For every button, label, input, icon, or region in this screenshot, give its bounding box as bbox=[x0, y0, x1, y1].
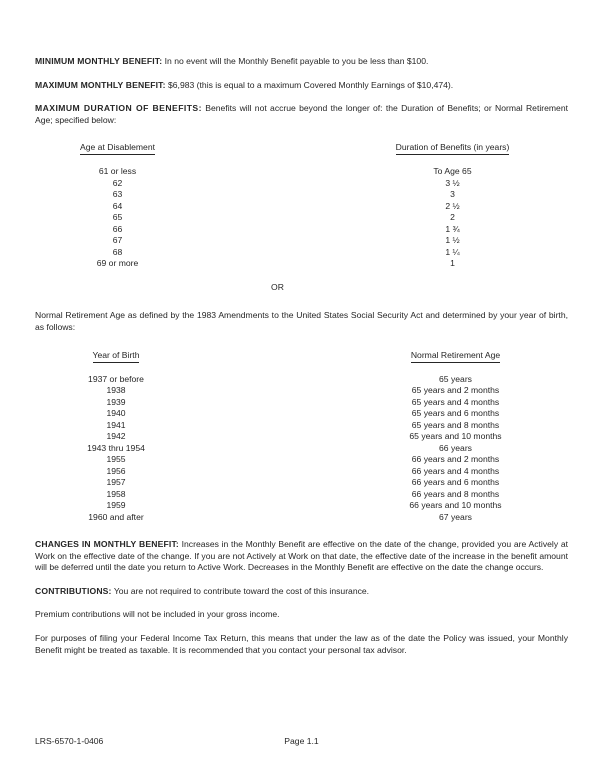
column-header-duration-of-benefits: Duration of Benefits (in years) bbox=[365, 142, 568, 166]
cell-year-of-birth: 1956 bbox=[106, 465, 126, 476]
cell-year-of-birth: 1937 or before bbox=[88, 373, 144, 384]
cell-year-of-birth: 1943 thru 1954 bbox=[87, 442, 145, 453]
cell-retirement-age: 66 years and 4 months bbox=[411, 465, 500, 476]
table-row bbox=[35, 247, 568, 259]
cell-retirement-age: 66 years bbox=[439, 442, 472, 453]
cell-year-of-birth: 1941 bbox=[106, 419, 126, 430]
column-header-year-of-birth: Year of Birth bbox=[35, 350, 359, 374]
contributions-paragraph bbox=[35, 586, 568, 598]
premium-note-paragraph: Premium contributions will not be included in your gross income. bbox=[35, 609, 280, 620]
minimum-monthly-benefit-text: In no event will the Monthly Benefit payable to you be less than $100. bbox=[164, 56, 429, 66]
cell-age: 68 bbox=[112, 246, 123, 257]
table-row bbox=[35, 397, 568, 409]
table-row bbox=[35, 466, 568, 478]
cell-age: 69 or more bbox=[96, 258, 139, 269]
table-row bbox=[35, 454, 568, 466]
table-row bbox=[35, 489, 568, 501]
maximum-monthly-benefit-paragraph bbox=[35, 80, 568, 92]
contributions-text: You are not required to contribute toward the cost of this insurance. bbox=[113, 585, 370, 596]
table-row bbox=[35, 408, 568, 420]
cell-year-of-birth: 1955 bbox=[106, 454, 126, 465]
table-row bbox=[35, 431, 568, 443]
maximum-monthly-benefit-heading: MAXIMUM MONTHLY BENEFIT: bbox=[35, 79, 166, 90]
table-header-row bbox=[35, 350, 568, 374]
cell-retirement-age: 66 years and 6 months bbox=[411, 477, 500, 488]
table-row bbox=[35, 385, 568, 397]
cell-duration: 3 bbox=[450, 189, 455, 200]
document-body bbox=[35, 0, 568, 656]
normal-retirement-age-table bbox=[35, 350, 568, 524]
cell-retirement-age: 65 years and 6 months bbox=[411, 408, 500, 419]
cell-year-of-birth: 1938 bbox=[106, 385, 126, 396]
cell-retirement-age: 65 years and 8 months bbox=[411, 419, 500, 430]
table-row bbox=[35, 212, 568, 224]
table-row bbox=[35, 178, 568, 190]
maximum-duration-heading: MAXIMUM DURATION OF BENEFITS: bbox=[35, 103, 202, 114]
cell-year-of-birth: 1959 bbox=[106, 500, 126, 511]
cell-retirement-age: 66 years and 10 months bbox=[409, 500, 502, 511]
normal-retirement-age-intro-paragraph: Normal Retirement Age as defined by the 1983 Amendments to the United States Social Security Act and determined by your year of birth, as follows: bbox=[35, 310, 568, 332]
duration-of-benefits-table bbox=[35, 142, 568, 270]
page-number: Page 1.1 bbox=[284, 736, 319, 746]
cell-year-of-birth: 1960 and after bbox=[88, 511, 144, 522]
cell-year-of-birth: 1958 bbox=[106, 488, 126, 499]
maximum-duration-paragraph bbox=[35, 103, 568, 126]
table-row bbox=[35, 443, 568, 455]
maximum-duration-text: Benefits will not accrue beyond the longer of: the Duration of Benefits; or Normal Retirement Age; specified below: bbox=[35, 103, 568, 125]
minimum-monthly-benefit-paragraph bbox=[35, 56, 568, 68]
table-row bbox=[35, 166, 568, 178]
cell-duration: To Age 65 bbox=[433, 166, 472, 177]
table-row bbox=[35, 477, 568, 489]
cell-duration: 2 ½ bbox=[445, 200, 460, 211]
changes-in-monthly-benefit-text: Increases in the Monthly Benefit are effective on the date of the change, provided you are Actively at Work on the effective date of the change. If you are not Actively at Work on that date, the effective date of the increase in the benefit amount will be deferred until the date you return to Active Work. Decreases in the Monthly Benefit are effective on the date the change occurs. bbox=[35, 539, 568, 573]
cell-year-of-birth: 1957 bbox=[106, 477, 126, 488]
table-row bbox=[35, 420, 568, 432]
cell-duration: 1 ½ bbox=[445, 235, 460, 246]
cell-age: 67 bbox=[112, 235, 123, 246]
cell-retirement-age: 65 years and 2 months bbox=[411, 385, 500, 396]
cell-age: 64 bbox=[112, 200, 123, 211]
cell-retirement-age: 66 years and 2 months bbox=[411, 454, 500, 465]
table-header-row bbox=[35, 142, 568, 166]
cell-age: 66 bbox=[112, 223, 123, 234]
cell-year-of-birth: 1939 bbox=[106, 396, 126, 407]
table-row bbox=[35, 374, 568, 386]
table-row bbox=[35, 224, 568, 236]
maximum-monthly-benefit-text: $6,983 (this is equal to a maximum Covered Monthly Earnings of $10,474). bbox=[168, 79, 454, 90]
cell-duration: 2 bbox=[450, 212, 455, 223]
cell-retirement-age: 67 years bbox=[439, 511, 472, 522]
column-header-normal-retirement-age: Normal Retirement Age bbox=[359, 350, 568, 374]
cell-retirement-age: 65 years and 10 months bbox=[409, 431, 502, 442]
contributions-heading: CONTRIBUTIONS: bbox=[35, 585, 112, 596]
table-row bbox=[35, 235, 568, 247]
cell-age: 65 bbox=[112, 212, 123, 223]
minimum-monthly-benefit-heading: MINIMUM MONTHLY BENEFIT: bbox=[35, 56, 163, 66]
cell-duration: 1 ¼ bbox=[445, 246, 460, 257]
cell-duration: 1 bbox=[450, 258, 455, 269]
table-row bbox=[35, 500, 568, 512]
cell-retirement-age: 66 years and 8 months bbox=[411, 488, 500, 499]
form-number: LRS-6570-1-0406 bbox=[35, 736, 104, 746]
table-row bbox=[35, 189, 568, 201]
table-row bbox=[35, 512, 568, 524]
changes-in-monthly-benefit-heading: CHANGES IN MONTHLY BENEFIT: bbox=[35, 539, 179, 550]
cell-age: 61 or less bbox=[98, 166, 137, 177]
cell-year-of-birth: 1940 bbox=[106, 408, 126, 419]
cell-age: 62 bbox=[112, 177, 123, 188]
or-separator: OR bbox=[271, 281, 284, 292]
cell-retirement-age: 65 years bbox=[439, 373, 472, 384]
cell-year-of-birth: 1942 bbox=[106, 431, 126, 442]
table-row bbox=[35, 258, 568, 270]
cell-duration: 1 ¾ bbox=[445, 223, 460, 234]
cell-duration: 3 ½ bbox=[445, 177, 460, 188]
table-row bbox=[35, 201, 568, 213]
cell-age: 63 bbox=[112, 189, 123, 200]
tax-note-paragraph: For purposes of filing your Federal Income Tax Return, this means that under the law as of the date the Policy was issued, your Monthly Benefit might be treated as taxable. It is recommended that you contact your personal tax advisor. bbox=[35, 633, 568, 655]
cell-retirement-age: 65 years and 4 months bbox=[411, 396, 500, 407]
column-header-age-at-disablement: Age at Disablement bbox=[35, 142, 365, 166]
changes-in-monthly-benefit-paragraph bbox=[35, 539, 568, 574]
